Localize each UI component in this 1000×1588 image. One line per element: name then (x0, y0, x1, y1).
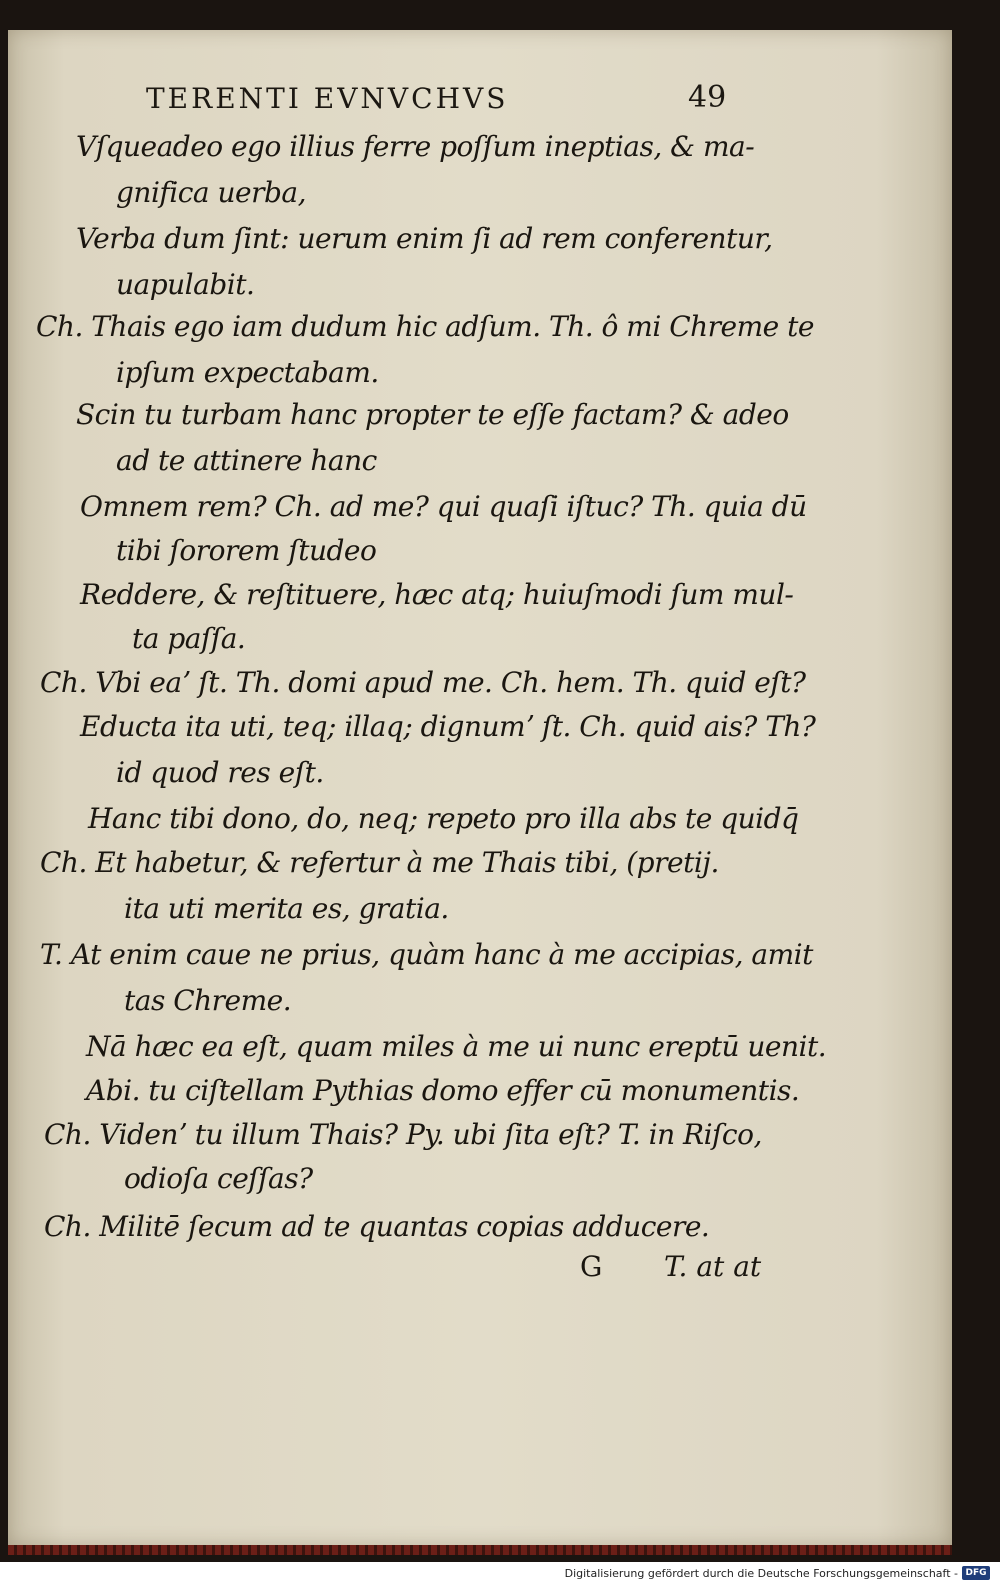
text-line: Nā hæc ea eſt, quam miles à me ui nunc ereptū uenit. (86, 1030, 827, 1063)
text-line: tas Chreme. (124, 984, 292, 1017)
text-line: Ch. Thais ego iam dudum hic adſum. Th. ô mi Chreme te (36, 310, 814, 343)
page-edge-decoration (8, 1545, 952, 1555)
text-line: ta paſſa. (132, 622, 246, 655)
text-line: Educta ita uti, teq; illaq; dignumʼ ſt. Ch. quid ais? Th? (80, 710, 816, 743)
text-line: Omnem rem? Ch. ad me? qui quaſi iſtuc? Th. quia dū (80, 490, 807, 523)
text-line: Ch. Vbi eaʼ ſt. Th. domi apud me. Ch. hem. Th. quid eſt? (40, 666, 806, 699)
text-line: Vſqueadeo ego illius ferre poſſum ineptias, & ma- (76, 130, 755, 163)
text-line: ad te attinere hanc (116, 444, 377, 477)
page-number: 49 (688, 80, 727, 115)
text-line: id quod res eſt. (116, 756, 324, 789)
text-line: uapulabit. (116, 268, 255, 301)
text-line: ita uti merita es, gratia. (124, 892, 449, 925)
text-line: Ch. Et habetur, & refertur à me Thais tibi, (pretij. (40, 846, 719, 879)
text-line: Verba dum ſint: uerum enim ſi ad rem conferentur, (76, 222, 773, 255)
text-line: T. At enim caue ne prius, quàm hanc à me accipias, amit (40, 938, 813, 971)
text-line: ipſum expectabam. (116, 356, 379, 389)
text-line: odioſa ceſſas? (124, 1162, 313, 1195)
text-line: Ch. Videnʼ tu illum Thais? Py. ubi ſita eſt? T. in Riſco, (44, 1118, 762, 1151)
text-line: Hanc tibi dono, do, neq; repeto pro illa abs te quidq̄ (88, 802, 799, 835)
text-line: gnifica uerba, (116, 176, 307, 209)
catchword: T. at at (664, 1250, 762, 1283)
text-line: Reddere, & reſtituere, hæc atq; huiuſmodi ſum mul- (80, 578, 794, 611)
text-line: Scin tu turbam hanc propter te eſſe factam? & adeo (76, 398, 789, 431)
text-line: Abi. tu ciſtellam Pythias domo effer cū monumentis. (86, 1074, 800, 1107)
text-line: Ch. Militē ſecum ad te quantas copias adducere. (44, 1210, 710, 1243)
signature-mark: G (580, 1250, 603, 1283)
running-title: TERENTI EVNVCHVS (146, 82, 509, 115)
footer-credit: Digitalisierung gefördert durch die Deutsche Forschungsgemeinschaft - (564, 1567, 958, 1580)
dfg-logo-icon[interactable]: DFG (962, 1566, 990, 1580)
text-line: tibi ſororem ſtudeo (116, 534, 377, 567)
